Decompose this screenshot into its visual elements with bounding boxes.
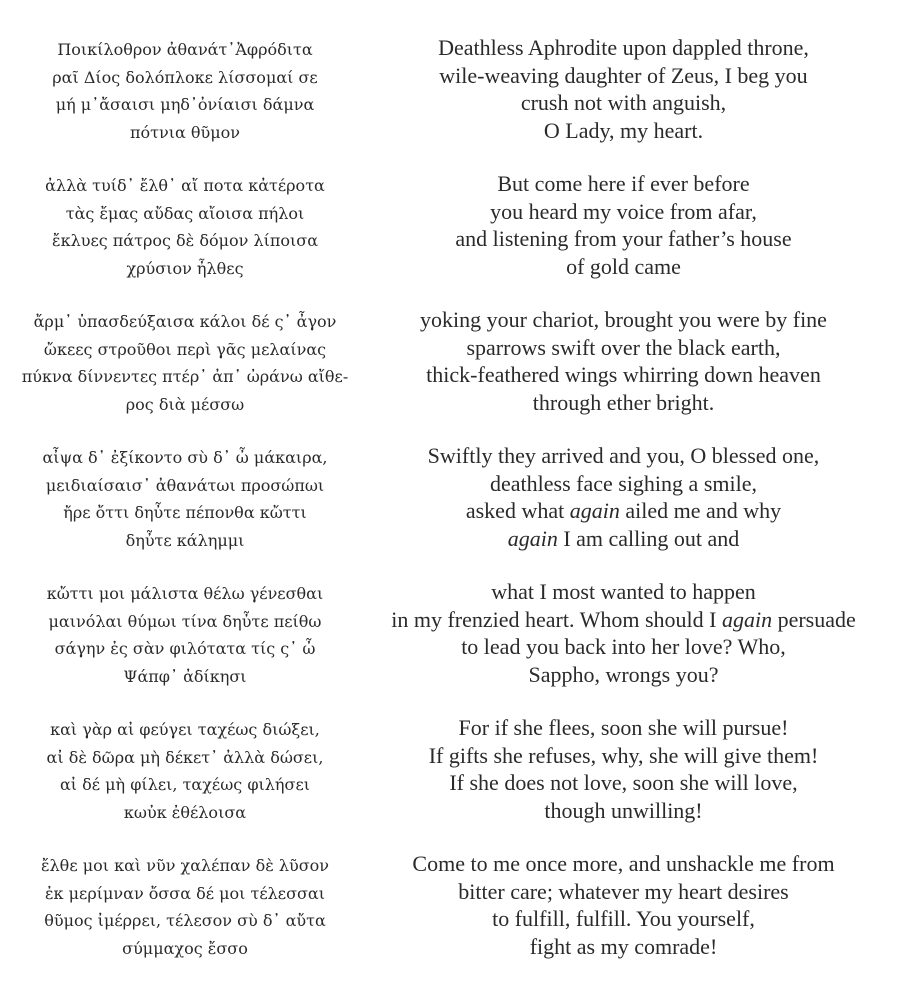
text-segment: I am calling out and (557, 525, 740, 551)
text-segment: deathless face sighing a smile, (490, 470, 757, 496)
greek-line: σύμμαχος ἔσσο (122, 938, 248, 958)
english-line (371, 470, 876, 498)
text-segment: to fulfill, fulfill. You yourself, (492, 906, 755, 932)
greek-line: ραῖ Δίος δολόπλοκε λίσσομαί σε (52, 67, 318, 87)
english-line (371, 769, 876, 797)
english-line (371, 225, 876, 253)
text-segment: what I most wanted to happen (491, 579, 756, 604)
greek-line: χρύσιον ἦλθες (126, 258, 244, 278)
greek-line: αἶψα δ᾽ ἐξίκοντο σὺ δ᾽ ὦ μάκαιρα, (42, 448, 328, 467)
english-stanza (371, 34, 876, 170)
english-line (371, 497, 876, 525)
greek-stanza (0, 34, 370, 170)
greek-line: μή μ᾽ἄσαισι μηδ᾽ὀνίαισι δάμνα (55, 95, 315, 115)
text-segment: to lead you back into her love? Who, (461, 634, 786, 660)
english-stanza (371, 170, 876, 306)
text-segment: yoking your chariot, brought you were by fine (420, 307, 827, 332)
greek-line: ἔλθε μοι καὶ νῦν χαλέπαν δὲ λῦσον (40, 856, 330, 875)
stanza-2 (0, 170, 909, 306)
poem-parallel-text (0, 34, 909, 986)
greek-line: ἐκ μερίμναν ὄσσα δέ μοι τέλεσσαι (44, 883, 326, 903)
english-line (371, 34, 876, 62)
emphasis-word: again (721, 606, 773, 632)
greek-stanza (0, 170, 370, 306)
english-line (371, 198, 876, 226)
greek-line: καὶ γὰρ αἰ φεύγει ταχέως διώξει, (50, 720, 320, 739)
text-segment: Come to me once more, and unshackle me from (412, 851, 835, 876)
english-line (371, 633, 876, 661)
text-segment: Sappho, wrongs you? (528, 661, 719, 687)
text-segment: in my frenzied heart. Whom should I (391, 606, 722, 632)
greek-line: τὰς ἔμας αὔδας αἴοισα πήλοι (65, 203, 305, 223)
stanza-5 (0, 578, 909, 714)
english-line (371, 742, 876, 770)
greek-line: αἰ δέ μὴ φίλει, ταχέως φιλήσει (59, 775, 310, 795)
stanza-1 (0, 34, 909, 170)
text-segment: persuade (772, 606, 856, 632)
greek-stanza (0, 578, 370, 714)
greek-stanza (0, 306, 370, 442)
text-segment: of gold came (566, 253, 681, 279)
greek-line: ρος διὰ μέσσω (125, 394, 245, 414)
english-line (371, 878, 876, 906)
english-stanza (371, 850, 876, 986)
text-segment: sparrows swift over the black earth, (466, 334, 781, 360)
english-stanza (371, 578, 876, 714)
greek-line: δηὖτε κάλημμι (125, 530, 245, 550)
text-segment: wile-weaving daughter of Zeus, I beg you (439, 62, 808, 88)
english-line (371, 525, 876, 553)
english-line (371, 62, 876, 90)
english-line (371, 797, 876, 825)
greek-line: μειδιαίσαισ᾽ ἀθανάτωι προσώπωι (45, 475, 325, 495)
english-line (371, 361, 876, 389)
emphasis-word: again (569, 498, 620, 524)
greek-stanza (0, 442, 370, 578)
greek-line: ἔκλυες πάτρος δὲ δόμον λίποισα (51, 231, 319, 251)
greek-line: αἰ δὲ δῶρα μὴ δέκετ᾽ ἀλλὰ δώσει, (46, 747, 324, 767)
english-line (371, 714, 876, 742)
greek-line: πότνια θῦμον (129, 122, 240, 142)
greek-line: κωὐκ ἐθέλοισα (123, 802, 247, 822)
greek-stanza (0, 714, 370, 850)
english-line (371, 389, 876, 417)
english-line (371, 306, 876, 334)
greek-line: Ψάπφ᾽ ἀδίκησι (123, 666, 247, 686)
greek-line: ἤρε ὄττι δηὖτε πέπονθα κὤττι (63, 503, 307, 523)
english-line (371, 334, 876, 362)
english-stanza (371, 442, 876, 578)
english-stanza (371, 306, 876, 442)
english-stanza (371, 714, 876, 850)
text-segment: But come here if ever before (497, 171, 750, 196)
text-segment: For if she flees, soon she will pursue! (458, 715, 789, 740)
english-line (371, 933, 876, 961)
text-segment: bitter care; whatever my heart desires (458, 878, 789, 904)
text-segment: ailed me and why (619, 498, 782, 524)
text-segment: thick-feathered wings whirring down heaven (426, 362, 821, 388)
greek-line: κὤττι μοι μάλιστα θέλω γένεσθαι (46, 584, 324, 603)
english-line (371, 117, 876, 145)
text-segment: If gifts she refuses, why, she will give them! (428, 742, 819, 768)
text-segment: Deathless Aphrodite upon dappled throne, (438, 35, 809, 60)
text-segment: fight as my comrade! (529, 933, 718, 959)
greek-line: θῦμος ἰμέρρει, τέλεσον σὺ δ᾽ αὔτα (44, 911, 326, 931)
english-line (371, 89, 876, 117)
text-segment: and listening from your father’s house (455, 226, 792, 252)
text-segment: asked what (465, 498, 570, 524)
stanza-6 (0, 714, 909, 850)
stanza-3 (0, 306, 909, 442)
greek-line: μαινόλαι θύμωι τίνα δηὖτε πείθω (48, 611, 322, 631)
stanza-7 (0, 850, 909, 986)
english-line (371, 170, 876, 198)
text-segment: through ether bright. (532, 389, 715, 415)
english-line (371, 850, 876, 878)
greek-line: ἄρμ᾽ ὐπασδεύξαισα κάλοι δέ ς᾽ ἆγον (33, 312, 337, 331)
greek-line: Ποικίλοθρον ἀθανάτ᾽Ἀφρόδιτα (57, 40, 313, 59)
text-segment: If she does not love, soon she will love, (449, 770, 798, 796)
english-line (371, 578, 876, 606)
greek-stanza (0, 850, 370, 986)
english-line (371, 253, 876, 281)
greek-line: σάγην ἐς σὰν φιλότατα τίς ς᾽ ὦ (54, 639, 316, 659)
english-line (371, 442, 876, 470)
english-line (371, 606, 876, 634)
text-segment: O Lady, my heart. (543, 117, 704, 143)
greek-line: ἀλλὰ τυίδ᾽ ἔλθ᾽ αἴ ποτα κἀτέροτα (45, 176, 325, 195)
english-line (371, 905, 876, 933)
text-segment: though unwilling! (544, 797, 703, 823)
text-segment: Swiftly they arrived and you, O blessed one, (427, 443, 820, 468)
greek-line: ὤκεες στροῦθοι περὶ γᾶς μελαίνας (43, 339, 327, 359)
text-segment: crush not with anguish, (520, 90, 727, 116)
stanza-4 (0, 442, 909, 578)
emphasis-word: again (507, 525, 558, 551)
english-line (371, 661, 876, 689)
greek-line: πύκνα δίννεντες πτέρ᾽ ἀπ᾽ ὠράνω αἴθε- (21, 367, 349, 387)
text-segment: you heard my voice from afar, (490, 198, 757, 224)
